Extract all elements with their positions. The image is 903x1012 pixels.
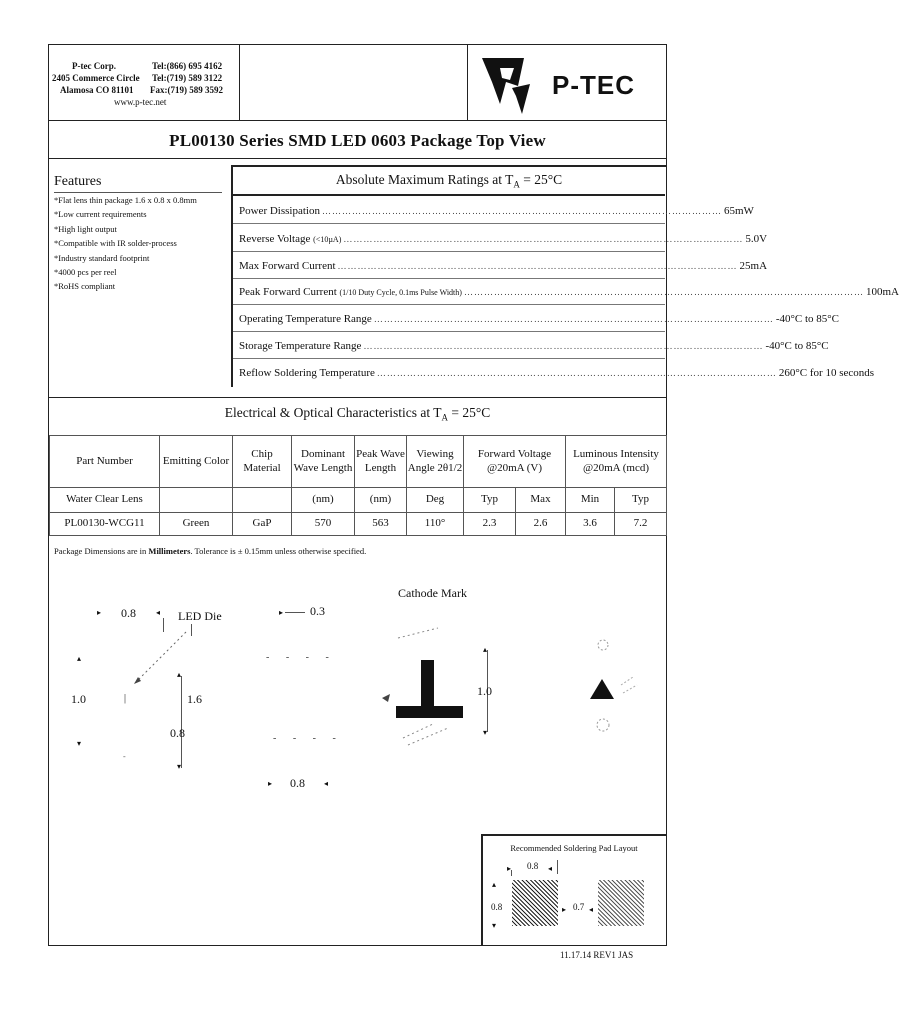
rating-label: Reverse Voltage (<10µA) [239, 232, 342, 245]
cell-iv-typ: 7.2 [615, 513, 667, 536]
feature-item: *Compatible with IR solder-process [54, 238, 177, 249]
logo-text: P-TEC [552, 70, 635, 100]
arrow-right-icon: ▸ [562, 905, 567, 914]
cathode-mark-drawing [378, 620, 488, 760]
header-peak-wavelength: Peak Wave Length [355, 436, 407, 488]
cell-peak: 563 [355, 513, 407, 536]
pad-dim-label: 0.8 [491, 902, 503, 912]
dim-label: 0.8 [121, 606, 136, 620]
subheader-nm: (nm) [355, 488, 407, 513]
rating-value: 100mA [865, 285, 899, 298]
dimension-line [181, 676, 182, 768]
rating-label: Peak Forward Current (1/10 Duty Cycle, 0.1ms Pulse Width) [239, 285, 462, 298]
subheader-nm: (nm) [292, 488, 355, 513]
rating-label: Storage Temperature Range [239, 339, 362, 352]
arrow-down-icon: ▾ [77, 739, 82, 748]
rating-value: 260°C for 10 seconds [778, 367, 875, 379]
title-divider [48, 158, 667, 159]
diode-symbol-icon [585, 635, 645, 740]
cell-part: PL00130-WCG11 [50, 513, 160, 536]
rating-value: 65mW [723, 204, 754, 217]
rating-leader: ………………………………………………………………………………………………………… [373, 313, 774, 324]
header-luminous-intensity: Luminous Intensity @20mA (mcd) [566, 436, 667, 488]
arrow-left-icon: ◂ [156, 608, 161, 617]
pad-dim-label: 0.8 [527, 861, 539, 871]
subheader-empty [233, 488, 292, 513]
pad-dim-label: 0.7 [573, 902, 585, 912]
arrow-left-icon: ◂ [324, 779, 329, 788]
rating-leader: ………………………………………………………………………………………………………… [321, 205, 722, 216]
corner-mark: - [123, 752, 126, 761]
subheader-deg: Deg [407, 488, 464, 513]
rating-value: 25mA [739, 259, 768, 272]
revision-footer: 11.17.14 REV1 JAS [560, 950, 634, 960]
company-website[interactable]: www.p-tec.net [114, 97, 167, 107]
arrow-down-icon: ▾ [492, 921, 497, 930]
cell-chip: GaP [233, 513, 292, 536]
dim-label: 0.8 [290, 776, 305, 790]
table-row [50, 513, 667, 536]
table-subheader-row [50, 488, 667, 513]
company-address1: 2405 Commerce Circle [52, 73, 140, 83]
dim-label: 1.0 [71, 692, 86, 706]
ratings-heading-divider [233, 194, 665, 196]
page-title: PL00130 Series SMD LED 0603 Package Top View [169, 131, 546, 150]
rating-label: Reflow Soldering Temperature [239, 367, 375, 379]
feature-item: *Flat lens thin package 1.6 x 0.8 x 0.8mm [54, 195, 197, 205]
arrow-left-icon: ◂ [589, 905, 594, 914]
arrow-up-icon: ▴ [483, 645, 488, 654]
rating-row-max-forward [233, 253, 768, 279]
feature-item: *Low current requirements [54, 209, 147, 220]
rating-value: -40°C to 85°C [775, 312, 840, 325]
cell-color: Green [160, 513, 233, 536]
cathode-mark-label: Cathode Mark [398, 586, 467, 600]
company-fax: Fax:(719) 589 3592 [150, 85, 223, 95]
led-die-label: LED Die [178, 609, 222, 623]
tick-line [511, 870, 512, 876]
arrow-right-icon: ▸ [279, 608, 284, 617]
arrow-right-icon: ▸ [507, 864, 512, 873]
rating-value: -40°C to 85°C [765, 339, 829, 352]
rating-row-power [233, 198, 754, 224]
features-heading: Features [54, 174, 102, 189]
rating-leader: ………………………………………………………………………………………………………… [376, 368, 777, 378]
header-dominant-wavelength: Dominant Wave Length [292, 436, 355, 488]
solder-pad-title: Recommended Soldering Pad Layout [510, 843, 638, 853]
header-part-number: Part Number [50, 436, 160, 488]
rating-row-reflow [233, 360, 875, 386]
company-address2: Alamosa CO 81101 [60, 85, 134, 95]
cell-vf-max: 2.6 [516, 513, 566, 536]
subheader-lens: Water Clear Lens [50, 488, 160, 513]
arrow-right-icon: ▸ [97, 608, 102, 617]
rating-row-peak-forward [233, 279, 899, 305]
solder-pad-left [512, 880, 558, 926]
arrow-down-icon: ▾ [483, 728, 488, 737]
rating-leader: ………………………………………………………………………………………………………… [463, 286, 864, 297]
electrical-table [49, 435, 667, 536]
ratings-heading: Absolute Maximum Ratings at $T_A = 25^\circ C$ [335, 172, 563, 190]
cell-dominant: 570 [292, 513, 355, 536]
subheader-min: Min [566, 488, 615, 513]
rating-row-storage-temp [233, 333, 829, 359]
header-emitting-color: Emitting Color [160, 436, 233, 488]
tick-line [557, 860, 558, 874]
subheader-max: Max [516, 488, 566, 513]
header-viewing-angle: Viewing Angle 2θ1/2 [407, 436, 464, 488]
rating-leader: ………………………………………………………………………………………………………… [343, 233, 744, 244]
rating-row-reverse-voltage [233, 226, 768, 252]
die-mark: | [124, 693, 127, 704]
feature-item: *High light output [54, 223, 117, 234]
features-list [54, 193, 230, 294]
electrical-heading: Electrical & Optical Characteristics at $T_A = 25^\circ C$ [224, 405, 491, 423]
dimensions-note: Package Dimensions are in Millimeters. Tolerance is ± 0.15mm unless otherwise specified. [54, 546, 367, 556]
dim-label: 1.6 [187, 692, 202, 706]
dimension-line [285, 612, 305, 613]
header-forward-voltage: Forward Voltage @20mA (V) [464, 436, 566, 488]
company-tel2: Tel:(719) 589 3122 [152, 73, 223, 83]
rating-label: Max Forward Current [239, 259, 336, 272]
company-contact [52, 60, 242, 108]
subheader-typ: Typ [615, 488, 667, 513]
rating-label: Operating Temperature Range [239, 312, 372, 325]
cell-iv-min: 3.6 [566, 513, 615, 536]
arrow-right-icon: ▸ [268, 779, 273, 788]
company-name: P-tec Corp. [72, 61, 116, 71]
dashed-outline: - - - - [266, 652, 336, 663]
dashed-outline: - - - - [273, 733, 343, 744]
dim-label: 0.8 [170, 726, 185, 740]
solder-pad-right [598, 880, 644, 926]
leader-line [128, 628, 198, 688]
rating-value: 5.0V [745, 232, 768, 245]
header-logo-divider [467, 44, 468, 120]
arrow-up-icon: ▴ [492, 880, 497, 889]
arrow-up-icon: ▴ [177, 670, 182, 679]
arrow-down-icon: ▾ [177, 762, 182, 771]
arrow-up-icon: ▴ [77, 654, 82, 663]
rating-leader: ………………………………………………………………………………………………………… [363, 340, 764, 351]
company-tel1: Tel:(866) 695 4162 [152, 61, 223, 71]
table-header-row [50, 436, 667, 488]
feature-item: *RoHS compliant [54, 281, 116, 292]
subheader-empty [160, 488, 233, 513]
arrow-left-icon: ◂ [548, 864, 553, 873]
electrical-divider [48, 397, 667, 398]
rating-leader: ………………………………………………………………………………………………………… [337, 260, 738, 271]
rating-row-operating-temp [233, 306, 840, 332]
feature-item: *Industry standard footprint [54, 252, 150, 263]
cell-vf-typ: 2.3 [464, 513, 516, 536]
subheader-typ: Typ [464, 488, 516, 513]
dim-label: 0.3 [310, 604, 325, 618]
cell-viewing: 110° [407, 513, 464, 536]
company-logo [478, 52, 664, 118]
feature-item: *4000 pcs per reel [54, 267, 117, 278]
header-chip-material: Chip Material [233, 436, 292, 488]
header-divider [48, 120, 667, 121]
rating-label: Power Dissipation [239, 204, 320, 217]
dim-label: 1.0 [477, 684, 492, 698]
